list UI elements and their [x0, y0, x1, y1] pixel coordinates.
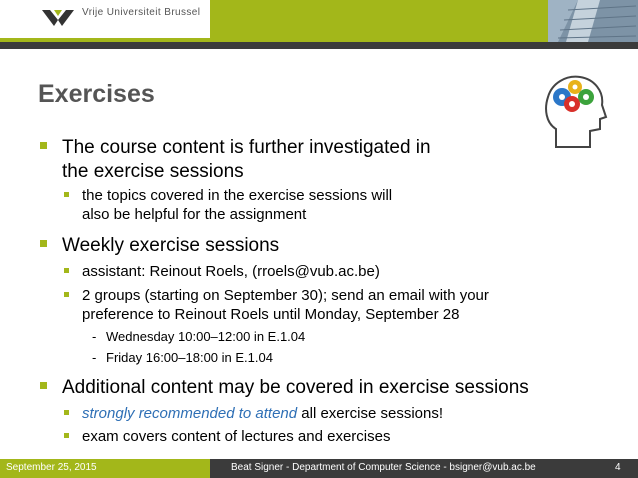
institution-name: Vrije Universiteit Brussel: [82, 7, 201, 18]
vub-logo-icon: [40, 6, 76, 30]
header-dark-band: [0, 42, 638, 49]
dash-marker: -: [92, 350, 97, 365]
subbullet-marker: [64, 292, 69, 297]
bullet-text: Weekly exercise sessions: [62, 235, 280, 256]
subbullet-marker: [64, 192, 69, 197]
subbullet-marker: [64, 433, 69, 438]
header-logo-area: [0, 0, 210, 38]
subbullet-text: [82, 404, 443, 423]
subbullet-text: preference to Reinout Roels until Monday, September 28: [82, 306, 460, 323]
subsub-text: Friday 16:00–18:00 in E.1.04: [106, 350, 273, 365]
bullet-marker: [40, 240, 47, 247]
subbullet-rest: all exercise sessions!: [297, 405, 444, 422]
head-gears-icon: [542, 73, 608, 149]
subbullet-text: also be helpful for the assignment: [82, 206, 307, 223]
subbullet-text: 2 groups (starting on September 30); send an email with your: [82, 287, 489, 304]
slide-title: Exercises: [38, 80, 155, 108]
subbullet-marker: [64, 410, 69, 415]
dash-marker: -: [92, 329, 97, 344]
subbullet-text: the topics covered in the exercise sessions will: [82, 187, 393, 204]
bullet-text: the exercise sessions: [62, 161, 244, 182]
subbullet-marker: [64, 268, 69, 273]
bullet-marker: [40, 142, 47, 149]
subbullet-text: exam covers content of lectures and exercises: [82, 428, 391, 445]
footer-author: Beat Signer - Department of Computer Science - bsigner@vub.ac.be: [231, 462, 536, 473]
subbullet-text: assistant: Reinout Roels, (rroels@vub.ac.be): [82, 263, 380, 280]
emphasis-text: strongly recommended to attend: [82, 405, 298, 422]
subsub-text: Wednesday 10:00–12:00 in E.1.04: [106, 329, 306, 344]
bullet-text: The course content is further investigated in: [62, 137, 431, 158]
page-number: 4: [615, 462, 621, 473]
bullet-marker: [40, 382, 47, 389]
footer-date: September 25, 2015: [6, 462, 97, 473]
building-photo-icon: [548, 0, 638, 42]
bullet-text: Additional content may be covered in exercise sessions: [62, 377, 529, 398]
